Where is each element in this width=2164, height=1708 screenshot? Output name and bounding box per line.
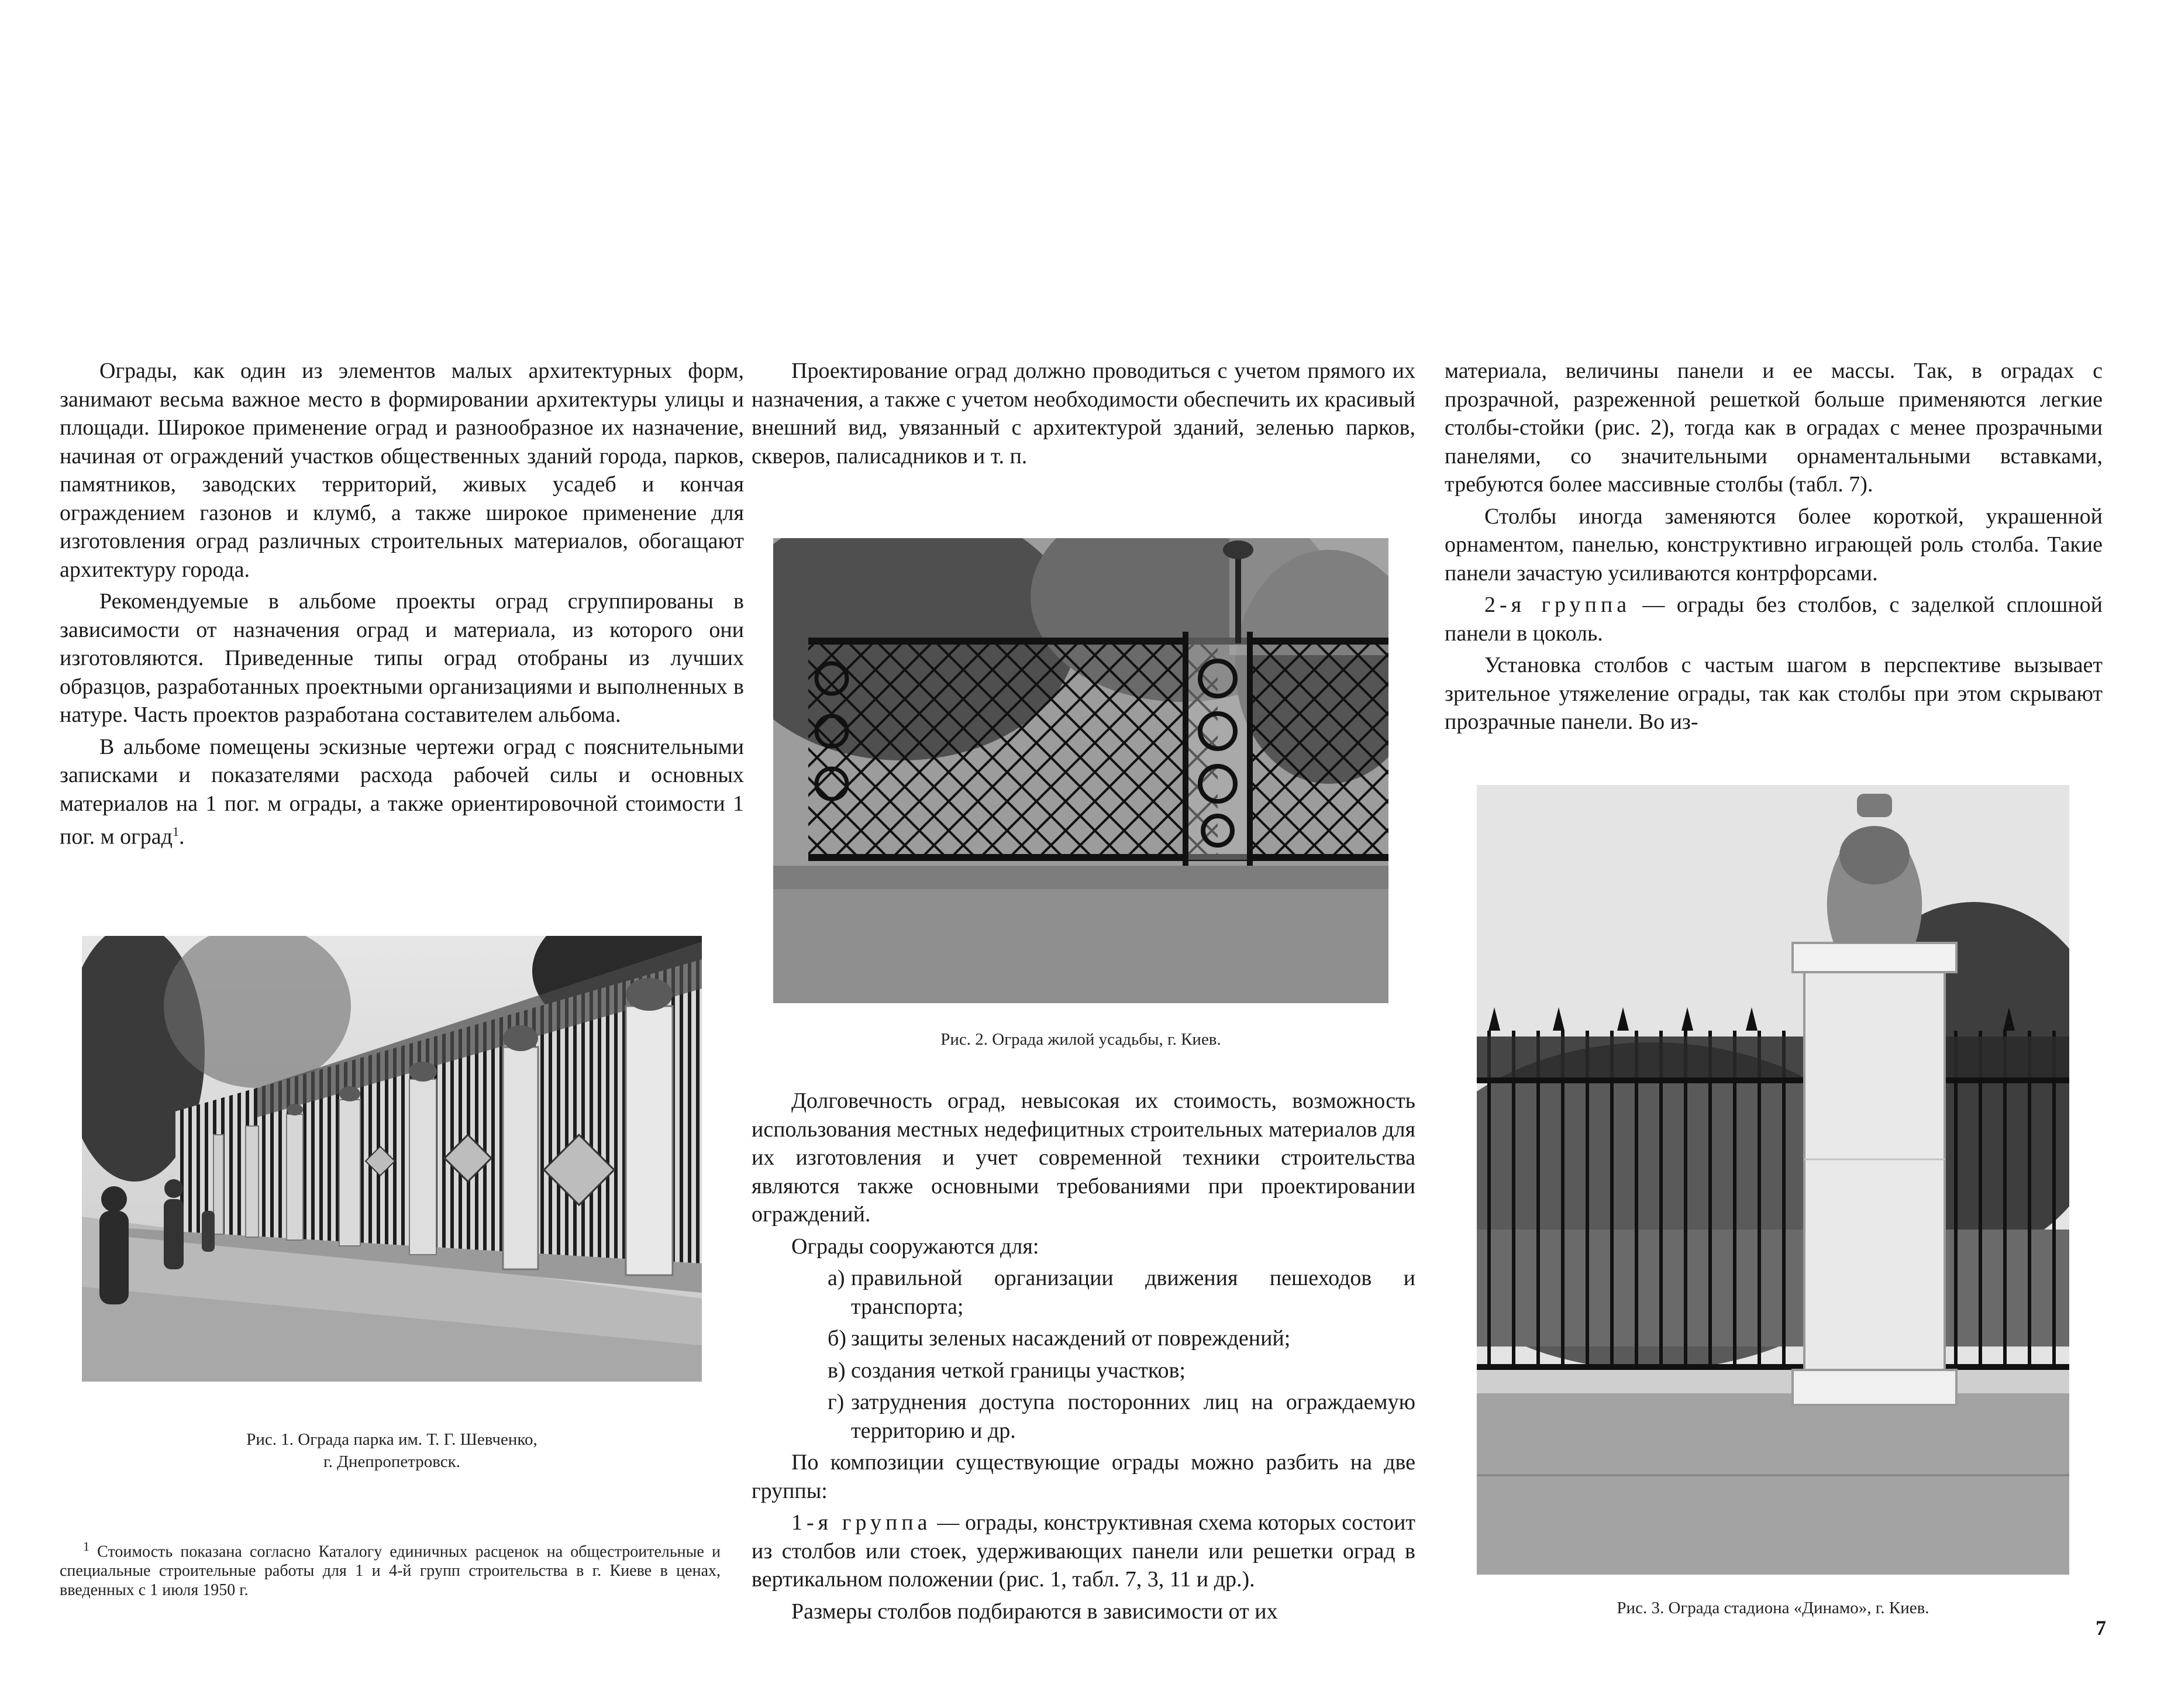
list-text: защиты зеленых насаждений от повреждений; bbox=[851, 1326, 1291, 1351]
paragraph: Размеры столбов подбираются в зависимости от их bbox=[791, 1599, 1278, 1624]
paragraph: В альбоме помещены эскизные чертежи оград с пояснительными записками и показателями расхода рабочей силы и основных материалов на 1 пог. м ограды, а также ориентировочной стоимости 1 пог. м оград$^1$. bbox=[60, 734, 744, 849]
group-term: 2-я группа bbox=[1484, 593, 1631, 617]
paragraph: Рекомендуемые в альбоме проекты оград сгруппированы в зависимости от назначения оград и материала, из которого они изготовляются. Приведенные типы оград отобраны из лучших образцов, разработанных проектными организациями и выполненных в натуре. Часть проектов разработана составителем альбома. bbox=[60, 589, 744, 727]
list-label: в) bbox=[828, 1358, 846, 1383]
paragraph-text: В альбоме помещены эскизные чертежи оград с пояснительными записками и показателями расхода рабочей силы и основных материалов на 1 пог. м ограды, а также ориентировочной стоимости 1 пог. м оград bbox=[60, 734, 744, 849]
caption-line: Рис. 1. Ограда парка им. Т. Г. Шевченко, bbox=[246, 1430, 537, 1449]
list-label: а) bbox=[828, 1266, 845, 1290]
list-item bbox=[752, 1388, 1415, 1445]
text-column-3 bbox=[1445, 357, 2103, 740]
list-label: г) bbox=[828, 1390, 845, 1414]
footnote bbox=[60, 1537, 721, 1600]
page-number: 7 bbox=[2096, 1616, 2106, 1640]
caption-line: г. Днепропетровск. bbox=[323, 1452, 460, 1471]
figure-1-caption bbox=[82, 1428, 702, 1473]
text-column-2 bbox=[752, 357, 1415, 474]
paragraph-text: — ограды, конструктивная схема которых состоит из столбов или стоек, удерживающих панели или решетки оград в вертикальном положении (рис. 1, табл. 7, 3, 11 и др.). bbox=[752, 1510, 1415, 1592]
paragraph: Ограды, как один из элементов малых архитектурных форм, занимают весьма важное место в формировании архитектуры улицы и площади. Широкое применение оград и разнообразное их назначение, начиная от ограждений участков общественных зданий города, парков, памятников, заводских территорий, живых усадеб и кончая ограждением газонов и клумб, а также широкое применение для изготовления оград различных строительных материалов, обогащают архитектуру города. bbox=[60, 359, 744, 582]
footnote-reference: 1 bbox=[172, 824, 179, 839]
list-item bbox=[752, 1324, 1415, 1353]
list-item bbox=[752, 1264, 1415, 1321]
paragraph-text: — ограды без столбов, с заделкой сплошной панели в цоколь. bbox=[1445, 593, 2103, 646]
paragraph: Столбы иногда заменяются более короткой, украшенной орнаментом, панелью, конструктивно играющей роль столба. Такие панели зачастую усиливаются контрфорсами. bbox=[1445, 504, 2103, 586]
list-text: правильной организации движения пешеходов и транспорта; bbox=[851, 1266, 1415, 1319]
paragraph: Установка столбов с частым шагом в перспективе вызывает зрительное утяжеление ограды, так как столбы при этом скрывают прозрачные панели. Во из- bbox=[1445, 653, 2103, 734]
paragraph: материала, величины панели и ее массы. Так, в оградах с прозрачной, разреженной решеткой больше применяются легкие столбы-стойки (рис. 2), тогда как в оградах с менее прозрачными панелями, со значительными орнаментальными вставками, требуются более массивные столбы (табл. 7). bbox=[1445, 359, 2103, 497]
figure-3-photo bbox=[1477, 785, 2069, 1575]
footnote-mark: 1 bbox=[83, 1539, 89, 1554]
stadium-fence-illustration bbox=[1477, 785, 2069, 1575]
group-term: 1-я группа bbox=[791, 1510, 932, 1535]
park-fence-illustration bbox=[82, 936, 702, 1382]
residence-fence-illustration bbox=[773, 538, 1388, 1003]
paragraph: Долговечность оград, невысокая их стоимость, возможность использования местных недефицитных строительных материалов для их изготовления и учет современной техники строительства являются также основными требованиями при проектировании ограждений. bbox=[752, 1089, 1416, 1227]
footnote-text: Стоимость показана согласно Каталогу единичных расценок на общестроительные и специальные строительные работы для 1 и 4-й групп строительства в г. Киеве в ценах, введенных с 1 июля 1950 г. bbox=[60, 1542, 721, 1600]
figure-3-caption: Рис. 3. Ограда стадиона «Динамо», г. Киев. bbox=[1617, 1599, 1929, 1617]
figure-1-photo bbox=[82, 936, 702, 1382]
list-label: б) bbox=[828, 1326, 846, 1351]
paragraph: Ограды сооружаются для: bbox=[791, 1234, 1039, 1259]
figure-2-photo bbox=[773, 538, 1388, 1003]
paragraph: По композиции существующие ограды можно разбить на две группы: bbox=[752, 1450, 1415, 1503]
text-column-2-continued bbox=[752, 1087, 1415, 1629]
paragraph bbox=[752, 1509, 1415, 1594]
list-text: затруднения доступа посторонних лиц на ограждаемую территорию и др. bbox=[851, 1390, 1415, 1443]
text-column-1 bbox=[60, 357, 744, 855]
list-text: создания четкой границы участков; bbox=[851, 1358, 1186, 1383]
list-item bbox=[752, 1356, 1415, 1385]
paragraph bbox=[1445, 591, 2103, 648]
paragraph: Проектирование оград должно проводиться с учетом прямого их назначения, а также с учетом необходимости обеспечить их красивый внешний вид, увязанный с архитектурой зданий, зеленью парков, скверов, палисадников и т. п. bbox=[752, 359, 1415, 469]
figure-2-caption: Рис. 2. Ограда жилой усадьбы, г. Киев. bbox=[940, 1030, 1221, 1049]
